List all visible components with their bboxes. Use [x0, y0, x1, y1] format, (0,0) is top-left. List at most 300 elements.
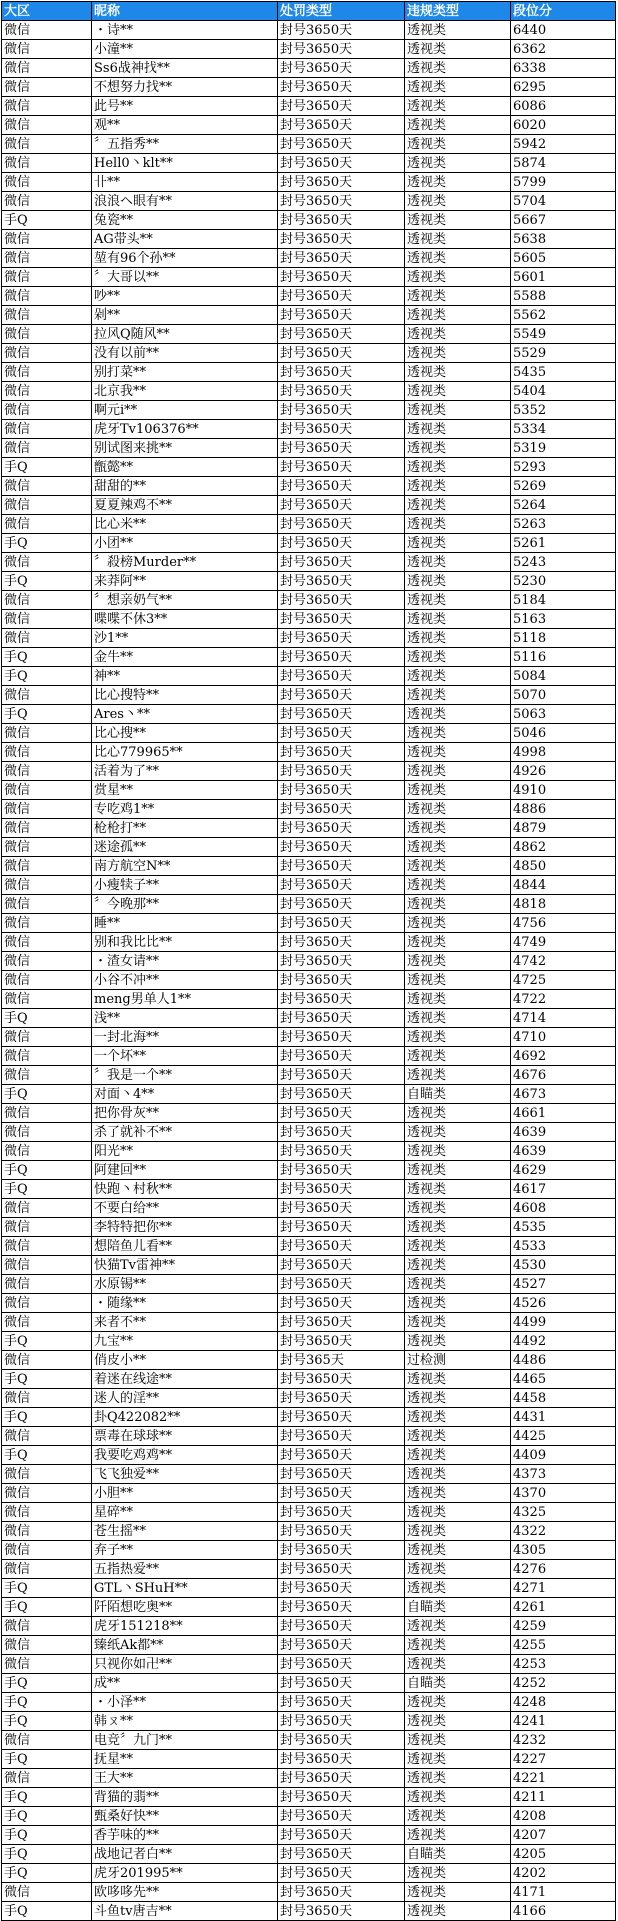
nickname-cell: 南方航空N** — [92, 857, 278, 876]
region-cell: 微信 — [2, 914, 92, 933]
penalty-cell: 封号3650天 — [278, 1712, 405, 1731]
violation-cell: 透视类 — [405, 1693, 511, 1712]
region-cell: 手Q — [2, 1408, 92, 1427]
table-row — [2, 819, 616, 838]
violation-cell: 透视类 — [405, 1731, 511, 1750]
violation-cell: 透视类 — [405, 933, 511, 952]
table-row — [2, 1693, 616, 1712]
table-header — [2, 2, 616, 21]
penalty-cell: 封号3650天 — [278, 40, 405, 59]
score-cell: 5070 — [511, 686, 616, 705]
penalty-cell: 封号3650天 — [278, 1180, 405, 1199]
score-cell: 4202 — [511, 1864, 616, 1883]
nickname-cell: 小胆** — [92, 1484, 278, 1503]
penalty-cell: 封号3650天 — [278, 705, 405, 724]
nickname-cell: 虎牙151218** — [92, 1617, 278, 1636]
region-cell: 微信 — [2, 1351, 92, 1370]
score-cell: 4207 — [511, 1826, 616, 1845]
score-cell: 4431 — [511, 1408, 616, 1427]
score-cell: 4722 — [511, 990, 616, 1009]
score-cell: 5667 — [511, 211, 616, 230]
region-cell: 手Q — [2, 1085, 92, 1104]
violation-cell: 透视类 — [405, 1104, 511, 1123]
region-cell: 微信 — [2, 116, 92, 135]
penalty-cell: 封号3650天 — [278, 420, 405, 439]
nickname-cell: 小团** — [92, 534, 278, 553]
score-cell: 4879 — [511, 819, 616, 838]
table-row — [2, 154, 616, 173]
score-cell: 4492 — [511, 1332, 616, 1351]
nickname-cell: 苍生摇** — [92, 1522, 278, 1541]
table-row — [2, 1788, 616, 1807]
penalty-cell: 封号3650天 — [278, 1028, 405, 1047]
region-cell: 手Q — [2, 458, 92, 477]
penalty-cell: 封号3650天 — [278, 686, 405, 705]
score-cell: 4499 — [511, 1313, 616, 1332]
score-cell: 4676 — [511, 1066, 616, 1085]
nickname-cell: 虎牙Tv106376** — [92, 420, 278, 439]
table-row — [2, 553, 616, 572]
region-cell: 微信 — [2, 838, 92, 857]
nickname-cell: 睡** — [92, 914, 278, 933]
penalty-cell: 封号3650天 — [278, 914, 405, 933]
table-row — [2, 629, 616, 648]
violation-cell: 透视类 — [405, 838, 511, 857]
score-cell: 6440 — [511, 21, 616, 40]
header-penalty-type: 处罚类型 — [278, 2, 405, 21]
table-row — [2, 1712, 616, 1731]
table-row — [2, 857, 616, 876]
nickname-cell: 啊元i** — [92, 401, 278, 420]
header-nickname: 昵称 — [92, 2, 278, 21]
table-row — [2, 781, 616, 800]
nickname-cell: 卦Q422082** — [92, 1408, 278, 1427]
score-cell: 5874 — [511, 154, 616, 173]
region-cell: 微信 — [2, 97, 92, 116]
violation-cell: 透视类 — [405, 1826, 511, 1845]
violation-cell: 透视类 — [405, 496, 511, 515]
score-cell: 4373 — [511, 1465, 616, 1484]
nickname-cell: 〞今晚那** — [92, 895, 278, 914]
violation-cell: 透视类 — [405, 211, 511, 230]
penalty-cell: 封号3650天 — [278, 1066, 405, 1085]
nickname-cell: 迷途孤** — [92, 838, 278, 857]
region-cell: 微信 — [2, 762, 92, 781]
region-cell: 微信 — [2, 1883, 92, 1902]
table-row — [2, 724, 616, 743]
table-row — [2, 173, 616, 192]
table-row — [2, 1465, 616, 1484]
region-cell: 微信 — [2, 382, 92, 401]
violation-cell: 透视类 — [405, 952, 511, 971]
region-cell: 手Q — [2, 667, 92, 686]
penalty-cell: 封号3650天 — [278, 553, 405, 572]
table-row — [2, 1408, 616, 1427]
score-cell: 4221 — [511, 1769, 616, 1788]
penalty-cell: 封号3650天 — [278, 344, 405, 363]
penalty-cell: 封号3650天 — [278, 78, 405, 97]
score-cell: 5269 — [511, 477, 616, 496]
violation-cell: 透视类 — [405, 287, 511, 306]
penalty-cell: 封号3650天 — [278, 515, 405, 534]
table-row — [2, 1389, 616, 1408]
score-cell: 4322 — [511, 1522, 616, 1541]
table-row — [2, 1883, 616, 1902]
nickname-cell: 一封北海** — [92, 1028, 278, 1047]
nickname-cell: 〞大哥以** — [92, 268, 278, 287]
table-row — [2, 971, 616, 990]
table-row — [2, 1598, 616, 1617]
nickname-cell: 虎牙201995** — [92, 1864, 278, 1883]
penalty-cell: 封号3650天 — [278, 477, 405, 496]
score-cell: 4425 — [511, 1427, 616, 1446]
score-cell: 4486 — [511, 1351, 616, 1370]
penalty-cell: 封号3650天 — [278, 1009, 405, 1028]
penalty-cell: 封号3650天 — [278, 1902, 405, 1921]
table-row — [2, 876, 616, 895]
score-cell: 4639 — [511, 1142, 616, 1161]
region-cell: 微信 — [2, 401, 92, 420]
table-row — [2, 933, 616, 952]
nickname-cell: 专吃鸡1** — [92, 800, 278, 819]
score-cell: 4629 — [511, 1161, 616, 1180]
violation-cell: 透视类 — [405, 762, 511, 781]
violation-cell: 透视类 — [405, 667, 511, 686]
region-cell: 微信 — [2, 1503, 92, 1522]
table-row — [2, 116, 616, 135]
table-row — [2, 990, 616, 1009]
nickname-cell: 〞我是一个** — [92, 1066, 278, 1085]
violation-cell: 透视类 — [405, 1218, 511, 1237]
score-cell: 5293 — [511, 458, 616, 477]
region-cell: 微信 — [2, 1655, 92, 1674]
score-cell: 4926 — [511, 762, 616, 781]
score-cell: 4862 — [511, 838, 616, 857]
score-cell: 4465 — [511, 1370, 616, 1389]
table-row — [2, 838, 616, 857]
table-row — [2, 382, 616, 401]
region-cell: 微信 — [2, 78, 92, 97]
region-cell: 微信 — [2, 1484, 92, 1503]
region-cell: 微信 — [2, 591, 92, 610]
violation-cell: 过检测 — [405, 1351, 511, 1370]
violation-cell: 透视类 — [405, 401, 511, 420]
region-cell: 手Q — [2, 1674, 92, 1693]
table-row — [2, 439, 616, 458]
region-cell: 微信 — [2, 477, 92, 496]
violation-cell: 透视类 — [405, 477, 511, 496]
score-cell: 5046 — [511, 724, 616, 743]
nickname-cell: Hell0丶klt** — [92, 154, 278, 173]
violation-cell: 透视类 — [405, 1636, 511, 1655]
score-cell: 4673 — [511, 1085, 616, 1104]
table-row — [2, 306, 616, 325]
violation-cell: 透视类 — [405, 990, 511, 1009]
region-cell: 手Q — [2, 1750, 92, 1769]
violation-cell: 透视类 — [405, 1560, 511, 1579]
score-cell: 4527 — [511, 1275, 616, 1294]
nickname-cell: 比心搜特** — [92, 686, 278, 705]
nickname-cell: 水原锡** — [92, 1275, 278, 1294]
violation-cell: 透视类 — [405, 135, 511, 154]
penalty-cell: 封号3650天 — [278, 230, 405, 249]
score-cell: 4661 — [511, 1104, 616, 1123]
nickname-cell: 弃子** — [92, 1541, 278, 1560]
penalty-cell: 封号3650天 — [278, 363, 405, 382]
table-row — [2, 686, 616, 705]
score-cell: 4232 — [511, 1731, 616, 1750]
region-cell: 手Q — [2, 1180, 92, 1199]
score-cell: 4208 — [511, 1807, 616, 1826]
region-cell: 微信 — [2, 1427, 92, 1446]
score-cell: 6338 — [511, 59, 616, 78]
region-cell: 微信 — [2, 1028, 92, 1047]
penalty-cell: 封号3650天 — [278, 1332, 405, 1351]
region-cell: 微信 — [2, 1294, 92, 1313]
penalty-cell: 封号3650天 — [278, 1484, 405, 1503]
violation-cell: 自瞄类 — [405, 1085, 511, 1104]
penalty-cell: 封号3650天 — [278, 1598, 405, 1617]
table-row — [2, 800, 616, 819]
score-cell: 4756 — [511, 914, 616, 933]
nickname-cell: 小潼** — [92, 40, 278, 59]
table-row — [2, 1655, 616, 1674]
violation-cell: 透视类 — [405, 781, 511, 800]
violation-cell: 透视类 — [405, 1541, 511, 1560]
table-row — [2, 1579, 616, 1598]
violation-cell: 透视类 — [405, 515, 511, 534]
violation-cell: 透视类 — [405, 1465, 511, 1484]
penalty-cell: 封号3650天 — [278, 21, 405, 40]
region-cell: 手Q — [2, 1807, 92, 1826]
score-cell: 6295 — [511, 78, 616, 97]
penalty-cell: 封号3650天 — [278, 439, 405, 458]
region-cell: 手Q — [2, 705, 92, 724]
score-cell: 4211 — [511, 1788, 616, 1807]
nickname-cell: 小瘦犊子** — [92, 876, 278, 895]
region-cell: 微信 — [2, 1541, 92, 1560]
nickname-cell: 比心搜** — [92, 724, 278, 743]
penalty-cell: 封号3650天 — [278, 1161, 405, 1180]
region-cell: 手Q — [2, 1579, 92, 1598]
region-cell: 微信 — [2, 230, 92, 249]
region-cell: 微信 — [2, 1465, 92, 1484]
table-row — [2, 249, 616, 268]
table-row — [2, 1446, 616, 1465]
table-row — [2, 1256, 616, 1275]
penalty-cell: 封号3650天 — [278, 933, 405, 952]
penalty-cell: 封号3650天 — [278, 1864, 405, 1883]
violation-cell: 透视类 — [405, 1047, 511, 1066]
violation-cell: 透视类 — [405, 1161, 511, 1180]
nickname-cell: 卝** — [92, 173, 278, 192]
violation-cell: 透视类 — [405, 420, 511, 439]
table-row — [2, 287, 616, 306]
nickname-cell: GTL丶SHuH** — [92, 1579, 278, 1598]
score-cell: 4261 — [511, 1598, 616, 1617]
penalty-cell: 封号3650天 — [278, 1579, 405, 1598]
table-row — [2, 914, 616, 933]
region-cell: 微信 — [2, 1636, 92, 1655]
violation-cell: 透视类 — [405, 876, 511, 895]
penalty-cell: 封号3650天 — [278, 1541, 405, 1560]
region-cell: 手Q — [2, 1161, 92, 1180]
nickname-cell: 不想努力找** — [92, 78, 278, 97]
violation-cell: 透视类 — [405, 1750, 511, 1769]
violation-cell: 透视类 — [405, 1712, 511, 1731]
violation-cell: 透视类 — [405, 648, 511, 667]
nickname-cell: 此号** — [92, 97, 278, 116]
nickname-cell: 比心779965** — [92, 743, 278, 762]
score-cell: 4241 — [511, 1712, 616, 1731]
penalty-cell: 封号3650天 — [278, 1047, 405, 1066]
penalty-cell: 封号3650天 — [278, 1275, 405, 1294]
nickname-cell: ・渣女请** — [92, 952, 278, 971]
violation-cell: 透视类 — [405, 1446, 511, 1465]
table-row — [2, 1351, 616, 1370]
region-cell: 微信 — [2, 59, 92, 78]
nickname-cell: 兔瓷** — [92, 211, 278, 230]
violation-cell: 透视类 — [405, 914, 511, 933]
nickname-cell: 小谷不冲** — [92, 971, 278, 990]
violation-cell: 透视类 — [405, 1066, 511, 1085]
violation-cell: 透视类 — [405, 230, 511, 249]
score-cell: 5264 — [511, 496, 616, 515]
region-cell: 微信 — [2, 1731, 92, 1750]
nickname-cell: 没有以前** — [92, 344, 278, 363]
region-cell: 微信 — [2, 1142, 92, 1161]
violation-cell: 透视类 — [405, 1123, 511, 1142]
nickname-cell: 星碎** — [92, 1503, 278, 1522]
penalty-cell: 封号3650天 — [278, 1313, 405, 1332]
score-cell: 5352 — [511, 401, 616, 420]
score-cell: 4252 — [511, 1674, 616, 1693]
nickname-cell: 着迷在线途** — [92, 1370, 278, 1389]
penalty-cell: 封号3650天 — [278, 762, 405, 781]
violation-cell: 透视类 — [405, 819, 511, 838]
table-row — [2, 743, 616, 762]
table-row — [2, 1674, 616, 1693]
table-row — [2, 1066, 616, 1085]
region-cell: 手Q — [2, 648, 92, 667]
violation-cell: 透视类 — [405, 249, 511, 268]
penalty-cell: 封号3650天 — [278, 952, 405, 971]
nickname-cell: 阿建回** — [92, 1161, 278, 1180]
table-row — [2, 97, 616, 116]
nickname-cell: 堃有96个孙** — [92, 249, 278, 268]
nickname-cell: 甑懿** — [92, 458, 278, 477]
penalty-cell: 封号3650天 — [278, 724, 405, 743]
violation-cell: 透视类 — [405, 1199, 511, 1218]
region-cell: 微信 — [2, 1237, 92, 1256]
nickname-cell: 别打菜** — [92, 363, 278, 382]
table-row — [2, 78, 616, 97]
penalty-cell: 封号3650天 — [278, 610, 405, 629]
region-cell: 微信 — [2, 496, 92, 515]
penalty-cell: 封号3650天 — [278, 1256, 405, 1275]
score-cell: 5562 — [511, 306, 616, 325]
score-cell: 4409 — [511, 1446, 616, 1465]
penalty-cell: 封号3650天 — [278, 59, 405, 78]
violation-cell: 透视类 — [405, 363, 511, 382]
violation-cell: 透视类 — [405, 1275, 511, 1294]
region-cell: 手Q — [2, 1712, 92, 1731]
table-row — [2, 895, 616, 914]
region-cell: 微信 — [2, 249, 92, 268]
score-cell: 5799 — [511, 173, 616, 192]
violation-cell: 透视类 — [405, 21, 511, 40]
score-cell: 4259 — [511, 1617, 616, 1636]
score-cell: 5084 — [511, 667, 616, 686]
table-row — [2, 1275, 616, 1294]
penalty-cell: 封号3650天 — [278, 572, 405, 591]
header-region: 大区 — [2, 2, 92, 21]
region-cell: 微信 — [2, 439, 92, 458]
table-row — [2, 59, 616, 78]
penalty-cell: 封号365天 — [278, 1351, 405, 1370]
penalty-cell: 封号3650天 — [278, 800, 405, 819]
header-rank-score: 段位分 — [511, 2, 616, 21]
nickname-cell: 票毒在球球** — [92, 1427, 278, 1446]
penalty-cell: 封号3650天 — [278, 1807, 405, 1826]
table-row — [2, 1636, 616, 1655]
violation-cell: 透视类 — [405, 572, 511, 591]
violation-cell: 透视类 — [405, 1579, 511, 1598]
nickname-cell: Ares丶** — [92, 705, 278, 724]
nickname-cell: 李特特把你** — [92, 1218, 278, 1237]
nickname-cell: 杀了就补不** — [92, 1123, 278, 1142]
table-row — [2, 40, 616, 59]
violation-cell: 透视类 — [405, 1788, 511, 1807]
table-row — [2, 762, 616, 781]
nickname-cell: 不要白给** — [92, 1199, 278, 1218]
table-row — [2, 1237, 616, 1256]
score-cell: 4171 — [511, 1883, 616, 1902]
violation-cell: 透视类 — [405, 1655, 511, 1674]
nickname-cell: ・随缘** — [92, 1294, 278, 1313]
score-cell: 4305 — [511, 1541, 616, 1560]
score-cell: 4370 — [511, 1484, 616, 1503]
region-cell: 微信 — [2, 781, 92, 800]
table-row — [2, 1199, 616, 1218]
table-row — [2, 1807, 616, 1826]
penalty-cell: 封号3650天 — [278, 1674, 405, 1693]
nickname-cell: 对面丶4** — [92, 1085, 278, 1104]
violation-cell: 透视类 — [405, 1256, 511, 1275]
penalty-cell: 封号3650天 — [278, 458, 405, 477]
violation-cell: 透视类 — [405, 1389, 511, 1408]
score-cell: 4844 — [511, 876, 616, 895]
penalty-cell: 封号3650天 — [278, 192, 405, 211]
penalty-cell: 封号3650天 — [278, 1085, 405, 1104]
table-row — [2, 952, 616, 971]
nickname-cell: 成** — [92, 1674, 278, 1693]
nickname-cell: 别和我比比** — [92, 933, 278, 952]
nickname-cell: 拉风Q随风** — [92, 325, 278, 344]
nickname-cell: 一个坏** — [92, 1047, 278, 1066]
violation-cell: 透视类 — [405, 1332, 511, 1351]
violation-cell: 透视类 — [405, 895, 511, 914]
penalty-cell: 封号3650天 — [278, 1218, 405, 1237]
penalty-cell: 封号3650天 — [278, 1503, 405, 1522]
table-row — [2, 1218, 616, 1237]
score-cell: 5319 — [511, 439, 616, 458]
nickname-cell: 〞殺榜Murder** — [92, 553, 278, 572]
region-cell: 微信 — [2, 876, 92, 895]
score-cell: 4530 — [511, 1256, 616, 1275]
penalty-cell: 封号3650天 — [278, 1655, 405, 1674]
score-cell: 4692 — [511, 1047, 616, 1066]
